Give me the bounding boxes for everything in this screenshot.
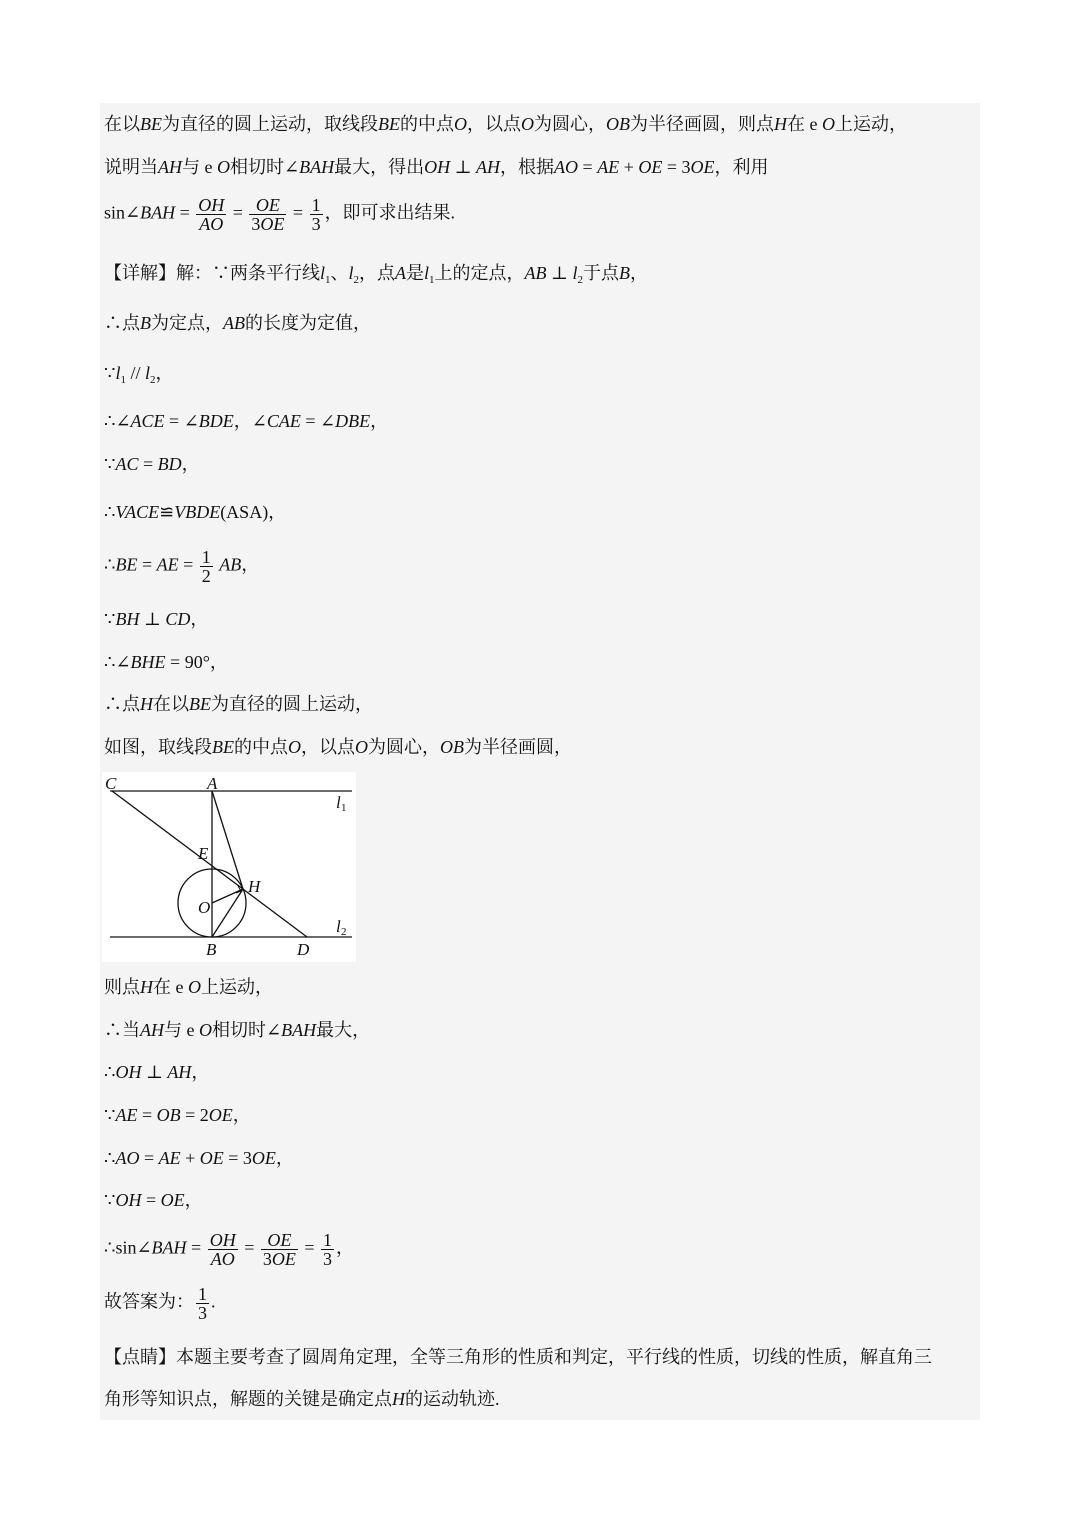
label-o: O [198,898,211,917]
text-line-10: ∴BE = AE = $\frac{1}{2}$ AB， [104,547,260,586]
text-line-11: ∵BH ⊥ CD， [104,609,209,629]
answer-panel [100,103,980,1420]
text-line-17: ∴OH ⊥ AH， [104,1062,210,1082]
label-l1: l [336,793,341,812]
text-line-4: 【详解】解：∵两条平行线$l_1$、$l_2$，点A是$l_1$上的定点，AB ⊥ $l_2$于点B， [104,263,648,286]
label-a: A [207,774,218,793]
text-line-20: ∵OH = OE， [104,1190,203,1210]
label-l2: l [336,917,341,936]
text-line-19: ∴AO = AE + OE = 3OE， [104,1148,294,1168]
geometry-figure [102,772,356,962]
label-b: B [206,940,217,959]
text-line-15: 则点H在 e O上运动， [104,977,273,997]
text-line-3: sin∠BAH = $\frac{OH}{AO}$ = $\frac{OE}{3OE}$ = $\frac{1}{3}$ ，即可求出结果. [104,195,456,234]
text-line-16: ∴当AH与 e O相切时∠BAH最大， [104,1020,371,1040]
text-line-12: ∴∠BHE = 90°， [104,652,228,672]
geometry-diagram [102,772,356,962]
text-line-14: 如图，取线段BE的中点O，以点O为圆心，OB为半径画圆， [104,737,572,757]
text-line-2: 说明当AH与 e O相切时∠BAH最大，得出OH ⊥ AH，根据AO = AE + OE = 3OE，利用 [104,157,769,177]
text-line-9: ∴VACE≌VBDE(ASA)， [104,502,287,522]
label-l1-sub: 1 [341,802,347,814]
text-line-5: ∴点B为定点，AB的长度为定值， [104,313,371,333]
text-line-21: ∴sin∠BAH = $\frac{OH}{AO}$ = $\frac{OE}{3OE}$ = $\frac{1}{3}$ ， [104,1230,355,1269]
text-line-8: ∵AC = BD， [104,454,200,474]
text-line-13: ∴点H在以BE为直径的圆上运动， [104,694,373,714]
label-c: C [105,774,117,793]
label-e: E [198,844,209,863]
text-line-24: 角形等知识点，解题的关键是确定点H的运动轨迹. [104,1389,500,1409]
text-line-18: ∵AE = OB = 2OE， [104,1105,251,1125]
label-h: H [248,877,261,896]
segment-ah [212,791,243,889]
text-line-1: 在以BE为直径的圆上运动，取线段BE的中点O，以点O为圆心，OB为半径画圆，则点H在 e O上运动， [104,114,907,134]
label-d: D [297,940,310,959]
text-line-22: 故答案为： $\frac{1}{3}$ . [104,1284,216,1323]
label-l2-sub: 2 [341,926,347,938]
text-line-6: $\because l_1 // l_2$， [104,363,174,386]
text-line-7: ∴∠ACE = ∠BDE，∠CAE = ∠DBE， [104,411,389,431]
text-line-23: 【点睛】本题主要考查了圆周角定理，全等三角形的性质和判定，平行线的性质，切线的性质，解直角三 [104,1347,932,1367]
